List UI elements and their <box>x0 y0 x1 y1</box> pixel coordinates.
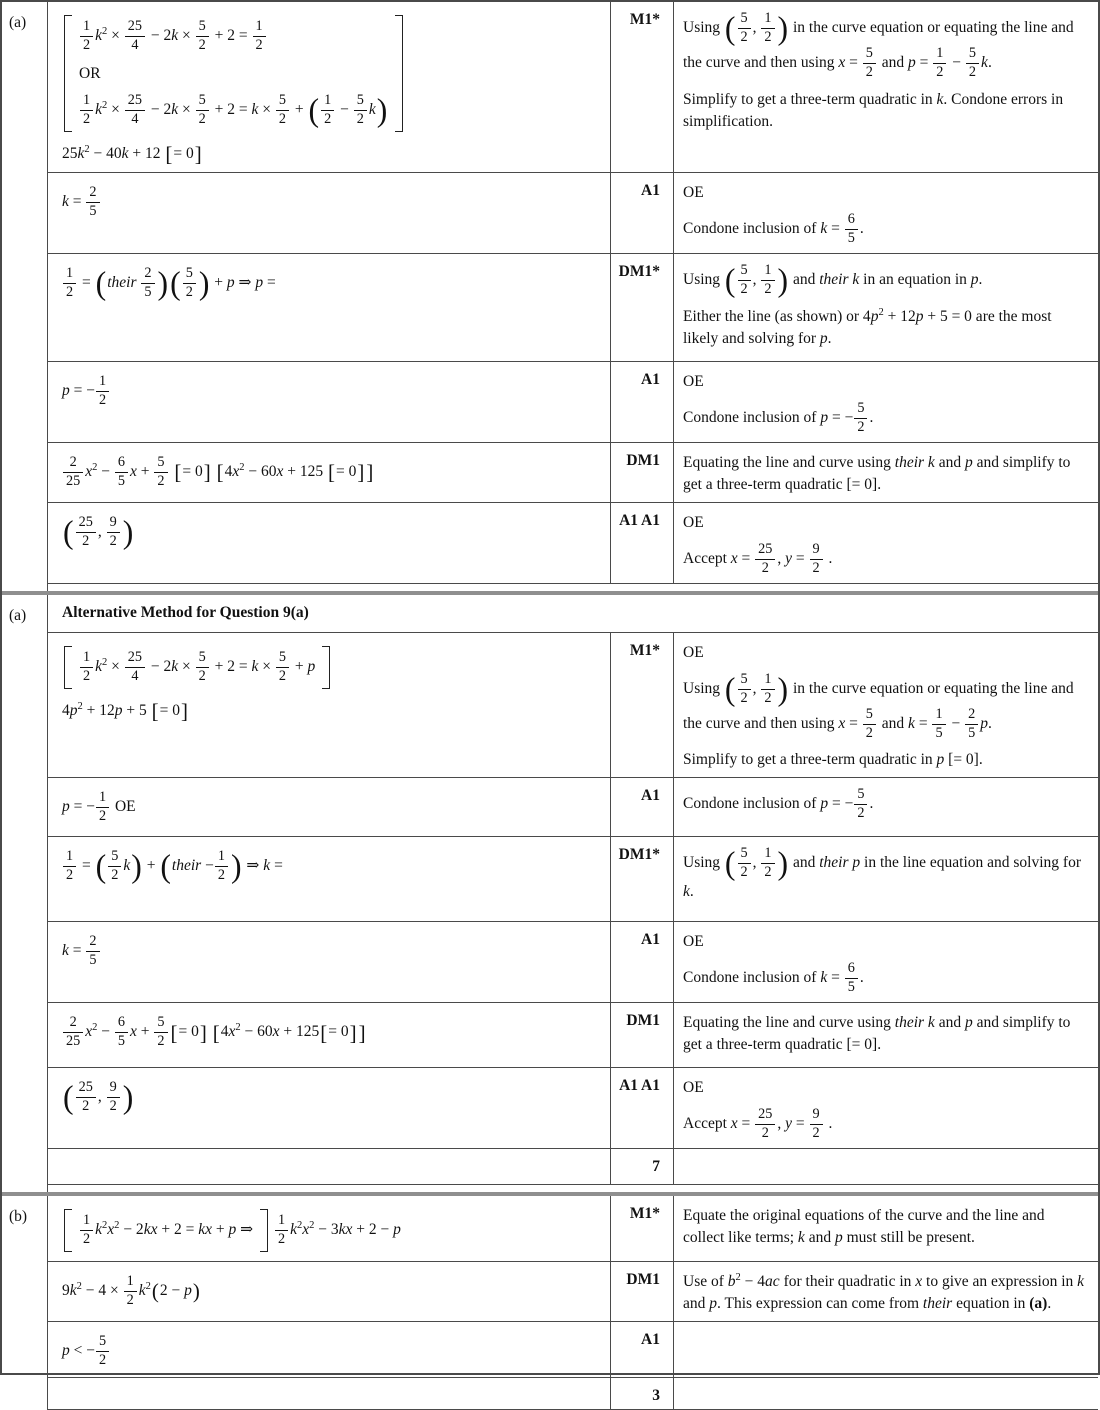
big-paren-left: ( <box>63 514 74 550</box>
fraction: $\frac{5}{2}$ <box>276 650 289 685</box>
table-row <box>48 1262 1098 1322</box>
table-row <box>48 1322 1098 1378</box>
fraction: $\frac{1}{2}$ <box>80 650 93 685</box>
working-math-line: $9k^2 - 4$ × $\frac{1}{2}$ $k^2(2 - p)$ <box>62 1273 200 1309</box>
big-paren-left: ( <box>63 1080 74 1116</box>
big-paren-right: ) <box>777 671 789 707</box>
table-section <box>2 2 1098 595</box>
big-bracket-glyph: ] <box>180 698 188 723</box>
working-cell <box>48 922 611 1002</box>
fraction: $\frac{1}{2}$ <box>215 849 228 884</box>
big-bracket-glyph: [ <box>328 459 335 484</box>
alt-method-header-row <box>48 595 1098 633</box>
big-bracket-glyph: [ <box>170 1020 178 1045</box>
working-cell <box>48 1149 611 1184</box>
big-bracket-glyph: ) <box>192 1279 200 1304</box>
guidance-cell <box>674 922 1098 1002</box>
working-cell <box>48 1003 611 1067</box>
fraction: $\frac{5}{2}$ <box>154 455 167 490</box>
big-paren-left: ( <box>724 10 736 47</box>
fraction: $\frac{5}{2}$ <box>738 672 751 707</box>
working-cell <box>48 254 611 361</box>
working-math-line: $\frac{1}{2}$ = ( $\frac{5}{2}$ k) + (their − $\frac{1}{2}$ ) ⇒ k = <box>62 849 600 884</box>
table-section <box>2 595 1098 1197</box>
guidance-paragraph: Condone inclusion of k = $\frac{6}{5}$ . <box>683 210 864 246</box>
table-row <box>48 1196 1098 1262</box>
fraction: $\frac{1}{2}$ <box>80 1213 93 1248</box>
guidance-cell <box>674 362 1098 442</box>
big-bracket-glyph: ] <box>357 459 365 484</box>
fraction: $\frac{25}{2}$ <box>76 515 96 550</box>
mark-cell: A1 <box>611 778 674 836</box>
mark-cell: DM1 <box>611 443 674 502</box>
big-paren-left: ( <box>160 849 171 885</box>
table-row <box>48 1149 1098 1185</box>
fraction: $\frac{5}{2}$ <box>196 93 209 128</box>
guidance-cell <box>674 1262 1098 1321</box>
square-bracket-right <box>395 15 403 132</box>
guidance-paragraph: Use of $b^2 - 4ac$ for their quadratic in x to give an expression in k and p. This expression can come from their equation in (a). <box>683 1272 1085 1313</box>
fraction: $\frac{2}{25}$ <box>63 455 83 490</box>
fraction: $\frac{1}{2}$ <box>63 266 76 301</box>
working-math-line: p = − $\frac{1}{2}$ OE <box>62 789 136 825</box>
table-row <box>48 633 1098 779</box>
guidance-cell <box>674 778 1098 836</box>
guidance-paragraph: Using ( $\frac{5}{2}$ , $\frac{1}{2}$ ) and their k in an equation in p. <box>683 261 983 299</box>
square-bracket-left <box>64 15 72 132</box>
working-cell <box>48 503 611 583</box>
working-cell <box>48 2 611 172</box>
guidance-paragraph: Condone inclusion of p = − $\frac{5}{2}$ . <box>683 399 874 435</box>
working-cell <box>48 1378 611 1409</box>
fraction: $\frac{5}{2}$ <box>738 846 751 881</box>
fraction: $\frac{1}{2}$ <box>761 11 774 46</box>
guidance-paragraph: Equating the line and curve using their k and p and simplify to get a three-term quadratic [= 0]. <box>683 1014 1071 1054</box>
mark-cell: M1* <box>611 1196 674 1261</box>
guidance-paragraph: Using ( $\frac{5}{2}$ , $\frac{1}{2}$ ) in the curve equation or equating the line and the curve and then using x = $\frac{5}{2}$ and p = $\frac{1}{2}$ − $\frac{5}{2}$ k. <box>683 10 1074 80</box>
big-bracket-glyph: [ <box>165 142 173 167</box>
guidance-cell <box>674 1378 1098 1409</box>
working-math-line: $\frac{2}{25}$ $x^2$ − $\frac{6}{5}$ x + $\frac{5}{2}$ [= 0] [$4x^2 - 60x + 125$ [= 0]] <box>62 455 600 490</box>
fraction: $\frac{9}{2}$ <box>810 542 823 577</box>
big-paren-left: ( <box>724 671 736 707</box>
section-rows <box>48 2 1098 591</box>
fraction: $\frac{2}{5}$ <box>86 934 99 969</box>
square-bracket-left <box>64 1209 72 1252</box>
guidance-cell <box>674 1003 1098 1067</box>
section-rows <box>48 1196 1098 1410</box>
guidance-paragraph: OE <box>683 933 704 951</box>
big-bracket-glyph: ( <box>151 1279 159 1304</box>
working-cell <box>48 362 611 442</box>
working-math-line: ( $\frac{25}{2}$ , $\frac{9}{2}$ ) <box>63 1079 134 1116</box>
working-math-line: p = − $\frac{1}{2}$ <box>62 374 600 409</box>
working-math-line: k = $\frac{2}{5}$ <box>62 185 600 220</box>
big-paren-right: ) <box>122 514 134 550</box>
fraction: $\frac{6}{5}$ <box>845 212 858 247</box>
big-bracket-glyph: [ <box>216 459 224 484</box>
bracketed-block: $\frac{1}{2}$ $k^2$ × $\frac{25}{4}$ − 2k × $\frac{5}{2}$ + 2 = $\frac{1}{2}$ OR $\frac{1}{2}$ $k^2$ × $\frac{25}{4}$ − 2k × $\frac{5}{2}$ + 2 = k × $\frac{5}{2}$ + ( $\frac{1}{2}$ − $\frac{5}{2}$ k) <box>64 15 403 132</box>
mark-cell: DM1* <box>611 254 674 361</box>
fraction: $\frac{9}{2}$ <box>810 1107 823 1142</box>
working-math-line: ( $\frac{25}{2}$ , $\frac{9}{2}$ ) <box>63 513 134 550</box>
big-paren-left: ( <box>95 849 107 885</box>
working-math-line: k = $\frac{2}{5}$ <box>62 934 600 969</box>
square-bracket-left <box>64 646 72 689</box>
table-row <box>48 503 1098 584</box>
guidance-cell <box>674 1068 1098 1148</box>
big-paren-right: ) <box>157 265 169 302</box>
alt-method-header: Alternative Method for Question 9(a) <box>62 603 309 621</box>
fraction: $\frac{5}{2}$ <box>276 93 289 128</box>
fraction: $\frac{25}{2}$ <box>76 1080 96 1115</box>
table-row <box>48 2 1098 173</box>
fraction: $\frac{5}{2}$ <box>854 787 867 822</box>
fraction: $\frac{1}{2}$ <box>80 93 93 128</box>
guidance-paragraph: Using ( $\frac{5}{2}$ , $\frac{1}{2}$ ) and their p in the line equation and solving for k. <box>683 845 1081 901</box>
guidance-paragraph: Equate the original equations of the curve and the line and collect like terms; k and p must still be present. <box>683 1207 1045 1247</box>
big-paren-left: ( <box>95 265 107 302</box>
working-math-line: $25k^2 - 40k + 12$ [= 0] <box>62 142 202 167</box>
fraction: $\frac{1}{2}$ <box>933 46 946 81</box>
fraction: $\frac{6}{5}$ <box>845 961 858 996</box>
mark-cell: A1 <box>611 173 674 253</box>
fraction: $\frac{1}{2}$ <box>124 1274 137 1309</box>
big-bracket-glyph: [ <box>320 1020 328 1045</box>
square-bracket-right <box>322 646 330 689</box>
table-row <box>48 254 1098 362</box>
working-cell <box>48 778 611 836</box>
working-cell <box>48 1196 611 1261</box>
big-paren-left: ( <box>724 262 736 299</box>
big-paren-right: ) <box>777 846 789 882</box>
mark-cell: DM1 <box>611 1003 674 1067</box>
guidance-paragraph: Simplify to get a three-term quadratic in k. Condone errors in simplification. <box>683 90 1064 130</box>
fraction: $\frac{1}{2}$ <box>761 672 774 707</box>
fraction: $\frac{5}{2}$ <box>154 1015 167 1050</box>
fraction: $\frac{6}{5}$ <box>115 1015 128 1050</box>
fraction: $\frac{2}{5}$ <box>965 707 978 742</box>
working-cell <box>48 1068 611 1148</box>
fraction: $\frac{5}{2}$ <box>966 46 979 81</box>
mark-cell: 3 <box>611 1378 674 1409</box>
big-bracket-glyph: ] <box>199 1020 207 1045</box>
bracketed-block: $\frac{1}{2}$ $k^2x^2 - 2kx + 2$ = kx + p ⇒ <box>64 1209 268 1252</box>
fraction: $\frac{1}{2}$ <box>253 19 266 54</box>
fraction: $\frac{25}{4}$ <box>125 19 145 54</box>
working-math-line: $\frac{1}{2}$ = (their $\frac{2}{5}$ )( $\frac{5}{2}$ ) + p ⇒ p = <box>62 266 600 301</box>
fraction: $\frac{1}{2}$ <box>96 790 109 825</box>
fraction: $\frac{1}{2}$ <box>761 263 774 298</box>
big-bracket-glyph: ] <box>194 142 202 167</box>
fraction: $\frac{5}{2}$ <box>96 1334 109 1369</box>
big-bracket-glyph: [ <box>174 459 182 484</box>
fraction: $\frac{5}{2}$ <box>196 19 209 54</box>
fraction: $\frac{5}{2}$ <box>354 93 367 128</box>
working-math-line: $4p^2 + 12p + 5$ [= 0] <box>62 698 188 723</box>
fraction: $\frac{1}{2}$ <box>321 93 334 128</box>
guidance-paragraph: Simplify to get a three-term quadratic in p [= 0]. <box>683 751 983 769</box>
fraction: $\frac{25}{2}$ <box>755 1107 775 1142</box>
guidance-cell <box>674 1149 1098 1184</box>
fraction: $\frac{5}{2}$ <box>108 849 121 884</box>
fraction: $\frac{9}{2}$ <box>107 1080 120 1115</box>
guidance-paragraph: Using ( $\frac{5}{2}$ , $\frac{1}{2}$ ) in the curve equation or equating the line and the curve and then using x = $\frac{5}{2}$ and k = $\frac{1}{5}$ − $\frac{2}{5}$ p. <box>683 670 1074 741</box>
table-row <box>48 778 1098 837</box>
guidance-cell <box>674 1196 1098 1261</box>
fraction: $\frac{25}{4}$ <box>125 93 145 128</box>
fraction: $\frac{1}{2}$ <box>80 19 93 54</box>
working-math-line: $\frac{2}{25}$ $x^2$ − $\frac{6}{5}$ x + $\frac{5}{2}$ [= 0] $[4x^2 - 60x + 125[= 0]]$ <box>62 1015 600 1050</box>
fraction: $\frac{6}{5}$ <box>115 455 128 490</box>
fraction: $\frac{2}{25}$ <box>63 1015 83 1050</box>
guidance-cell <box>674 2 1098 172</box>
working-cell <box>48 633 611 778</box>
fraction: $\frac{2}{5}$ <box>86 185 99 220</box>
table-row <box>48 922 1098 1003</box>
guidance-cell <box>674 443 1098 502</box>
fraction: $\frac{25}{4}$ <box>125 650 145 685</box>
table-row <box>48 362 1098 443</box>
big-paren-right: ) <box>131 849 142 885</box>
big-paren-right: ) <box>230 849 242 885</box>
mark-cell: 7 <box>611 1149 674 1184</box>
mark-scheme-table <box>2 2 1098 1410</box>
table-row <box>48 1378 1098 1410</box>
fraction: $\frac{1}{5}$ <box>932 707 945 742</box>
part-label: (b) <box>2 1196 48 1410</box>
fraction: $\frac{2}{5}$ <box>141 266 154 301</box>
fraction: $\frac{9}{2}$ <box>107 515 120 550</box>
guidance-paragraph: Condone inclusion of k = $\frac{6}{5}$ . <box>683 960 864 996</box>
big-paren-right: ) <box>122 1080 134 1116</box>
fraction: $\frac{5}{2}$ <box>196 650 209 685</box>
guidance-paragraph: OE <box>683 183 704 201</box>
big-bracket-glyph: [ <box>212 1020 220 1045</box>
fraction: $\frac{1}{2}$ <box>96 374 109 409</box>
working-cell <box>48 1322 611 1377</box>
guidance-paragraph: Equating the line and curve using their k and p and simplify to get a three-term quadratic [= 0]. <box>683 453 1071 493</box>
table-row <box>48 1003 1098 1068</box>
table-section <box>2 1196 1098 1410</box>
big-bracket-glyph: ] <box>366 459 374 484</box>
square-bracket-right <box>260 1209 268 1252</box>
guidance-cell <box>674 837 1098 921</box>
big-bracket-glyph: ] <box>349 1020 357 1045</box>
table-row <box>48 173 1098 254</box>
big-paren-right: ) <box>376 92 388 129</box>
big-bracket-glyph: [ <box>151 698 159 723</box>
mark-cell: A1 <box>611 922 674 1002</box>
big-paren-right: ) <box>777 262 789 299</box>
fraction: $\frac{1}{2}$ <box>275 1213 288 1248</box>
fraction: $\frac{5}{2}$ <box>854 401 867 436</box>
mark-cell: DM1 <box>611 1262 674 1321</box>
working-math-line: $\frac{1}{2}$ $k^2x^2 - 2kx + 2$ = kx + p ⇒ $\frac{1}{2}$ $k^2x^2 - 3kx + 2 - p$ <box>62 1208 600 1253</box>
guidance-cell <box>674 1322 1098 1377</box>
mark-cell: DM1* <box>611 837 674 921</box>
part-label: (a) <box>2 595 48 1193</box>
working-math-line: p < − $\frac{5}{2}$ <box>62 1334 600 1369</box>
fraction: $\frac{1}{2}$ <box>63 849 76 884</box>
big-bracket-glyph: ] <box>358 1020 366 1045</box>
fraction: $\frac{25}{2}$ <box>755 542 775 577</box>
big-paren-left: ( <box>308 92 320 129</box>
guidance-cell <box>674 503 1098 583</box>
fraction: $\frac{5}{2}$ <box>863 46 876 81</box>
guidance-paragraph: OE <box>683 1079 704 1097</box>
working-math-line <box>62 645 600 690</box>
guidance-cell <box>674 254 1098 361</box>
guidance-cell <box>674 633 1098 778</box>
mark-cell: M1* <box>611 633 674 778</box>
guidance-paragraph: OE <box>683 513 704 531</box>
guidance-paragraph: Accept x = $\frac{25}{2}$ , y = $\frac{9}{2}$ . <box>683 1106 833 1142</box>
big-paren-right: ) <box>777 10 789 47</box>
table-row <box>48 443 1098 503</box>
working-math-line <box>62 14 600 133</box>
working-cell <box>48 443 611 502</box>
fraction: $\frac{1}{2}$ <box>761 846 774 881</box>
fraction: $\frac{5}{2}$ <box>863 707 876 742</box>
fraction: $\frac{5}{2}$ <box>183 266 196 301</box>
fraction: $\frac{5}{2}$ <box>738 11 751 46</box>
table-row <box>48 1068 1098 1149</box>
big-paren-left: ( <box>170 265 181 302</box>
mark-cell: A1 A1 <box>611 503 674 583</box>
fraction: $\frac{5}{2}$ <box>738 263 751 298</box>
mark-cell: A1 <box>611 362 674 442</box>
mark-cell: M1* <box>611 2 674 172</box>
guidance-cell <box>674 173 1098 253</box>
working-cell <box>48 1262 611 1321</box>
big-paren-right: ) <box>198 265 210 302</box>
bracketed-block: $\frac{1}{2}$ $k^2$ × $\frac{25}{4}$ − 2k × $\frac{5}{2}$ + 2 = k × $\frac{5}{2}$ + p <box>64 646 330 689</box>
guidance-paragraph: Condone inclusion of p = − $\frac{5}{2}$ . <box>683 786 874 822</box>
guidance-paragraph: OE <box>683 372 704 390</box>
guidance-paragraph: Accept x = $\frac{25}{2}$ , y = $\frac{9}{2}$ . <box>683 540 833 576</box>
guidance-paragraph: Either the line (as shown) or $4p^2 + 12p + 5 = 0$ are the most likely and solving for p. <box>683 306 1052 347</box>
mark-cell: A1 <box>611 1322 674 1377</box>
working-cell <box>48 837 611 921</box>
big-paren-left: ( <box>724 846 736 882</box>
table-row <box>48 837 1098 922</box>
mark-cell: A1 A1 <box>611 1068 674 1148</box>
section-rows <box>48 595 1098 1193</box>
working-cell <box>48 173 611 253</box>
big-bracket-glyph: ] <box>203 459 211 484</box>
part-label: (a) <box>2 2 48 591</box>
guidance-paragraph: OE <box>683 643 704 661</box>
